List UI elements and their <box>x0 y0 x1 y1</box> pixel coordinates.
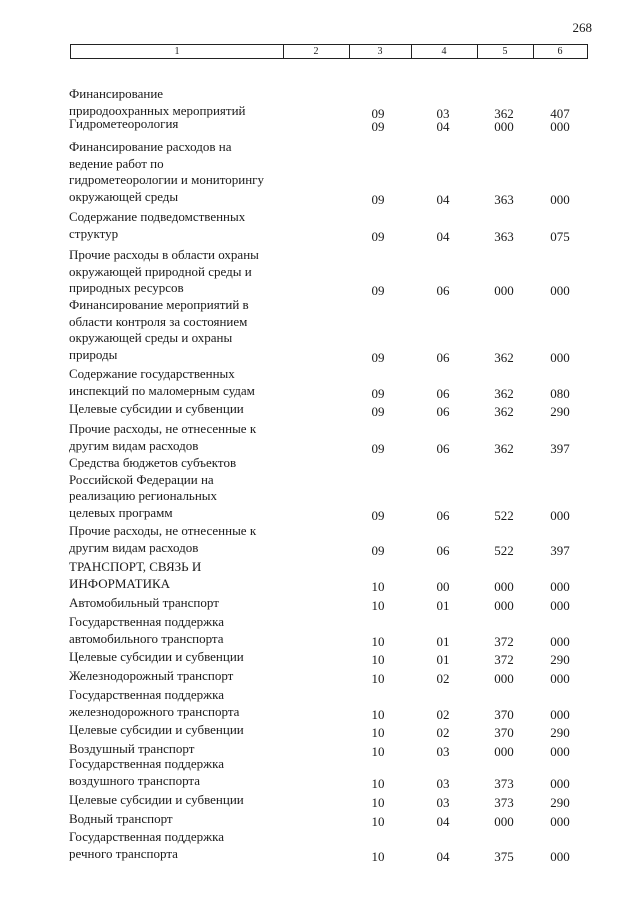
row-name-line: Государственная поддержка <box>69 756 225 771</box>
row-code-4: 01 <box>436 598 450 613</box>
row-code-6: 000 <box>550 775 570 791</box>
row-code-3: 09 <box>371 228 385 244</box>
row-code-3: 10 <box>371 744 385 759</box>
row-name-line: другим видам расходов <box>69 437 199 453</box>
row-name-line: речного транспорта <box>69 845 178 861</box>
row-code-5: 370 <box>494 706 514 722</box>
row-code-6: 000 <box>550 848 570 864</box>
row-code-4: 06 <box>436 349 450 365</box>
row-code-3: 09 <box>371 507 385 523</box>
row-name-line: Прочие расходы, не отнесенные к <box>69 523 257 538</box>
row-name <box>69 722 299 739</box>
row-code-6: 397 <box>550 542 570 558</box>
column-header-5: 5 <box>477 45 534 58</box>
row-code-3: 10 <box>371 706 385 722</box>
row-code-6: 000 <box>550 191 570 207</box>
page-number: 268 <box>572 20 592 35</box>
row-name-line: Целевые субсидии и субвенции <box>69 401 244 416</box>
row-code-4: 04 <box>436 228 450 244</box>
row-code-4: 04 <box>436 119 450 134</box>
row-name-line: Российской Федерации на <box>69 471 214 487</box>
row-code-6: 000 <box>550 598 570 613</box>
row-code-6: 000 <box>550 706 570 722</box>
row-code-6: 397 <box>550 440 570 456</box>
row-name-line: инспекций по маломерным судам <box>69 382 255 398</box>
row-code-5: 373 <box>494 775 514 791</box>
row-code-3: 09 <box>371 404 385 419</box>
row-code-5: 362 <box>494 349 514 365</box>
row-code-6: 000 <box>550 633 570 649</box>
row-name-line: Автомобильный транспорт <box>69 595 219 610</box>
row-code-6: 000 <box>550 578 570 594</box>
row-code-5: 362 <box>494 404 514 419</box>
row-code-6: 000 <box>550 814 570 829</box>
row-name <box>69 614 299 647</box>
row-name-line: природы <box>69 346 118 362</box>
row-name-line: ИНФОРМАТИКА <box>69 575 171 591</box>
row-name-line: окружающей среды <box>69 188 179 204</box>
row-code-3: 09 <box>371 542 385 558</box>
row-code-5: 522 <box>494 507 514 523</box>
row-code-4: 03 <box>436 744 450 759</box>
row-name <box>69 421 299 454</box>
row-code-4: 04 <box>436 814 450 829</box>
row-name-line: структур <box>69 225 119 241</box>
row-code-3: 09 <box>371 385 385 401</box>
row-code-6: 000 <box>550 744 570 759</box>
row-code-6: 407 <box>550 105 570 121</box>
row-name-line: Воздушный транспорт <box>69 741 195 756</box>
row-code-3: 09 <box>371 119 385 134</box>
row-code-5: 363 <box>494 191 514 207</box>
table-header <box>70 44 588 59</box>
row-code-3: 10 <box>371 671 385 686</box>
row-code-4: 04 <box>436 848 450 864</box>
row-name-line: Государственная поддержка <box>69 829 225 844</box>
column-header-2: 2 <box>283 45 350 58</box>
row-code-3: 10 <box>371 775 385 791</box>
row-code-4: 03 <box>436 105 450 121</box>
row-code-5: 000 <box>494 814 514 829</box>
row-code-6: 000 <box>550 119 570 134</box>
row-code-3: 09 <box>371 440 385 456</box>
row-name-line: Целевые субсидии и субвенции <box>69 722 244 737</box>
row-code-5: 000 <box>494 598 514 613</box>
row-name <box>69 668 299 685</box>
row-code-5: 372 <box>494 652 514 667</box>
row-name-line: другим видам расходов <box>69 539 199 555</box>
row-name-line: природоохранных мероприятий <box>69 102 246 118</box>
row-name <box>69 366 299 399</box>
row-name <box>69 297 299 363</box>
row-code-3: 09 <box>371 105 385 121</box>
row-name <box>69 595 299 612</box>
row-name-line: Финансирование мероприятий в <box>69 297 249 312</box>
row-name-line: целевых программ <box>69 504 173 520</box>
row-code-4: 06 <box>436 404 450 419</box>
row-code-3: 10 <box>371 795 385 810</box>
row-code-5: 522 <box>494 542 514 558</box>
row-name-line: Государственная поддержка <box>69 687 225 702</box>
row-code-6: 290 <box>550 725 570 740</box>
row-code-4: 01 <box>436 633 450 649</box>
row-code-4: 00 <box>436 578 450 594</box>
row-name <box>69 86 299 119</box>
row-code-4: 04 <box>436 191 450 207</box>
row-code-5: 375 <box>494 848 514 864</box>
row-code-5: 372 <box>494 633 514 649</box>
row-name <box>69 209 299 242</box>
row-code-4: 06 <box>436 283 450 298</box>
row-name-line: Финансирование расходов на <box>69 139 232 154</box>
row-code-4: 06 <box>436 440 450 456</box>
row-name-line: реализацию региональных <box>69 488 218 503</box>
row-code-3: 10 <box>371 598 385 613</box>
row-code-5: 370 <box>494 725 514 740</box>
row-code-4: 06 <box>436 507 450 523</box>
row-name-line: Содержание подведомственных <box>69 209 246 224</box>
row-name <box>69 792 299 809</box>
row-code-4: 06 <box>436 542 450 558</box>
row-name-line: Целевые субсидии и субвенции <box>69 649 244 664</box>
row-code-5: 362 <box>494 385 514 401</box>
row-code-4: 03 <box>436 795 450 810</box>
row-name-line: ТРАНСПОРТ, СВЯЗЬ И <box>69 559 202 574</box>
row-code-3: 10 <box>371 578 385 594</box>
row-code-5: 373 <box>494 795 514 810</box>
row-code-3: 09 <box>371 349 385 365</box>
row-code-5: 000 <box>494 671 514 686</box>
row-name-line: автомобильного транспорта <box>69 630 224 646</box>
row-code-3: 09 <box>371 283 385 298</box>
row-name-line: Средства бюджетов субъектов <box>69 455 237 470</box>
row-code-5: 000 <box>494 578 514 594</box>
row-name <box>69 523 299 556</box>
row-name-line: Целевые субсидии и субвенции <box>69 792 244 807</box>
row-name <box>69 756 299 789</box>
row-code-6: 290 <box>550 652 570 667</box>
row-name-line: Содержание государственных <box>69 366 235 381</box>
row-name <box>69 247 299 297</box>
row-name <box>69 829 299 862</box>
row-code-6: 000 <box>550 283 570 298</box>
row-name-line: Гидрометеорология <box>69 116 179 131</box>
row-name-line: Финансирование <box>69 86 164 101</box>
row-code-6: 290 <box>550 795 570 810</box>
row-code-4: 03 <box>436 775 450 791</box>
column-header-1: 1 <box>71 45 284 58</box>
row-name-line: железнодорожного транспорта <box>69 703 240 719</box>
column-header-4: 4 <box>411 45 478 58</box>
row-code-6: 075 <box>550 228 570 244</box>
row-name-line: окружающей среды и охраны <box>69 330 233 345</box>
row-code-6: 080 <box>550 385 570 401</box>
row-name-line: воздушного транспорта <box>69 772 201 788</box>
row-name <box>69 139 299 205</box>
row-name-line: ведение работ по <box>69 155 164 171</box>
row-code-4: 06 <box>436 385 450 401</box>
row-code-5: 000 <box>494 744 514 759</box>
row-name <box>69 811 299 828</box>
row-code-3: 10 <box>371 652 385 667</box>
row-code-3: 10 <box>371 633 385 649</box>
row-code-6: 000 <box>550 349 570 365</box>
row-name <box>69 649 299 666</box>
row-code-4: 02 <box>436 671 450 686</box>
row-name <box>69 559 299 592</box>
column-header-3: 3 <box>349 45 412 58</box>
row-code-3: 10 <box>371 814 385 829</box>
row-code-5: 362 <box>494 105 514 121</box>
row-code-3: 10 <box>371 848 385 864</box>
row-code-6: 290 <box>550 404 570 419</box>
row-code-5: 363 <box>494 228 514 244</box>
row-name-line: Прочие расходы в области охраны <box>69 247 259 262</box>
row-code-5: 000 <box>494 283 514 298</box>
row-name <box>69 401 299 418</box>
row-code-3: 10 <box>371 725 385 740</box>
row-name <box>69 116 299 133</box>
row-name-line: окружающей природной среды и <box>69 263 252 279</box>
row-code-6: 000 <box>550 671 570 686</box>
row-name <box>69 687 299 720</box>
row-name <box>69 455 299 521</box>
row-code-5: 362 <box>494 440 514 456</box>
row-code-4: 01 <box>436 652 450 667</box>
row-code-3: 09 <box>371 191 385 207</box>
row-name-line: области контроля за состоянием <box>69 313 248 329</box>
column-header-6: 6 <box>557 46 563 57</box>
row-name-line: гидрометеорологии и мониторингу <box>69 172 265 187</box>
row-code-6: 000 <box>550 507 570 523</box>
row-name-line: природных ресурсов <box>69 280 184 295</box>
row-code-5: 000 <box>494 119 514 134</box>
row-name-line: Водный транспорт <box>69 811 173 826</box>
row-name-line: Прочие расходы, не отнесенные к <box>69 421 257 436</box>
row-name-line: Государственная поддержка <box>69 614 225 629</box>
row-code-4: 02 <box>436 725 450 740</box>
row-code-4: 02 <box>436 706 450 722</box>
row-name-line: Железнодорожный транспорт <box>69 668 234 683</box>
